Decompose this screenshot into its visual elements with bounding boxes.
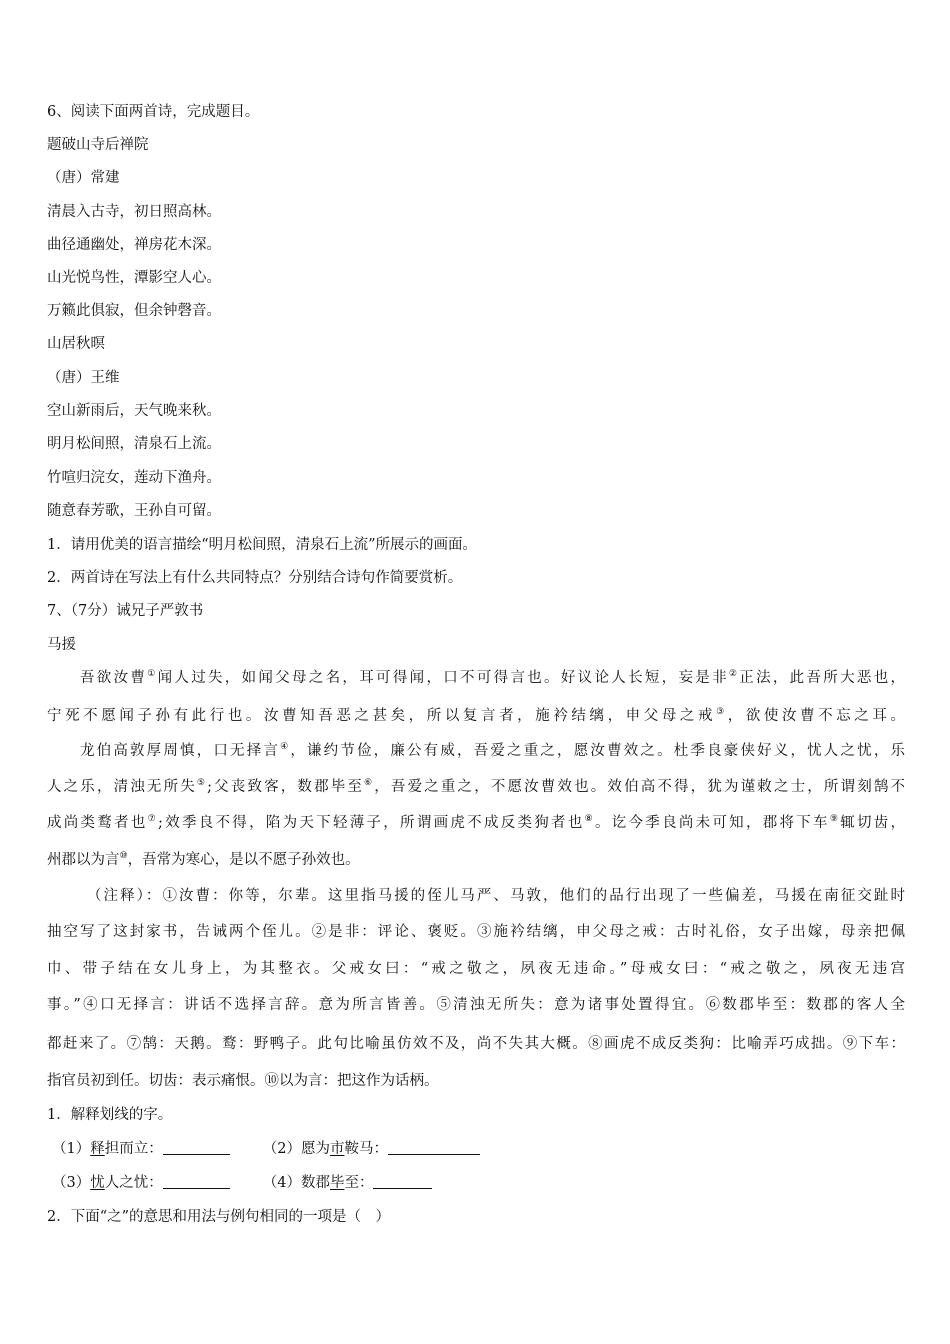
poem1-title: 题破山寺后禅院 <box>47 137 149 153</box>
poem2-line: 明月松间照，清泉石上流。 <box>47 436 221 452</box>
annotation-line: 都赶来了。⑦鹄：天鹅。鹜：野鸭子。此句比喻虽仿效不及，尚不失其大概。⑧画虎不成反类狗：比喻弄巧成拙。⑨下车： <box>47 1036 905 1052</box>
q6-subquestion-1: 1．请用优美的语言描绘“明月松间照，清泉石上流”所展示的画面。 <box>47 537 478 553</box>
question-7-header: 7、（7分）诫兄子严敦书 <box>47 603 204 619</box>
q6-subquestion-2: 2．两首诗在写法上有什么共同特点？分别结合诗句作简要赏析。 <box>47 570 463 586</box>
poem1-line: 万籁此俱寂，但余钟磬音。 <box>47 303 221 319</box>
answer-blank-4[interactable] <box>373 1174 432 1189</box>
fill-blank-row-2: （3）忧人之忧： （4）数郡毕至： <box>52 1173 432 1193</box>
poem2-line: 空山新雨后，天气晚来秋。 <box>47 403 221 419</box>
annotation-line: 抽空写了这封家书，告诫两个侄儿。②是非：评论、褒贬。③施衿结缡，申父母之戒：古时礼俗，女子出嫁，母亲把佩 <box>47 924 905 940</box>
annotation-line: 事。”④口无择言：讲话不选择言辞。意为所言皆善。⑤清浊无所失：意为诸事处置得宜。⑥数郡毕至：数郡的客人全 <box>47 997 905 1013</box>
poem1-line: 山光悦鸟性，潭影空人心。 <box>47 270 221 286</box>
answer-blank-2[interactable] <box>388 1140 480 1155</box>
passage-line: 人之乐，清浊无所失⑤;父丧致客，数郡毕至⑥，吾爱之重之，不愿汝曹效也。效伯高不得，犹为谨敕之士，所谓刻鹄不 <box>47 778 906 795</box>
passage-line: 龙伯高敦厚周慎，口无择言④，谦约节俭，廉公有威，吾爱之重之，愿汝曹效之。杜季良豪侠好义，忧人之忧，乐 <box>80 742 905 759</box>
q7-author: 马援 <box>47 637 76 653</box>
q7-subquestion-2: 2．下面“之”的意思和用法与例句相同的一项是（ ） <box>47 1209 391 1225</box>
annotation-line: （注释）：①汝曹：你等，尔辈。这里指马援的侄儿马严、马敦，他们的品行出现了一些偏差，马援在南征交趾时 <box>87 888 905 904</box>
annotation-line: 指官员初到任。切齿：表示痛恨。⑩以为言：把这作为话柄。 <box>47 1073 439 1089</box>
fill-blank-row-1: （1）释担而立： （2）愿为市鞍马： <box>52 1139 480 1159</box>
poem1-line: 清晨入古寺，初日照高林。 <box>47 204 221 220</box>
poem2-line: 竹喧归浣女，莲动下渔舟。 <box>47 470 221 486</box>
poem2-line: 随意春芳歌，王孙自可留。 <box>47 503 221 519</box>
poem2-title: 山居秋暝 <box>47 336 105 352</box>
passage-line: 宁死不愿闻子孙有此行也。汝曹知吾恶之甚矣，所以复言者，施衿结缡，申父母之戒③，欲使汝曹不忘之耳。 <box>47 707 906 724</box>
poem1-line: 曲径通幽处，禅房花木深。 <box>47 237 221 253</box>
answer-blank-1[interactable] <box>163 1140 230 1155</box>
annotation-line: 巾、带子结在女儿身上，为其整衣。父戒女曰：“戒之敬之，夙夜无违命。”母戒女曰：“戒之敬之，夙夜无违宫 <box>47 961 905 977</box>
q7-subquestion-1: 1．解释划线的字。 <box>47 1107 173 1123</box>
answer-blank-3[interactable] <box>163 1174 230 1189</box>
passage-line: 吾欲汝曹①闻人过失，如闻父母之名，耳可得闻，口不可得言也。好议论人长短，妄是非②正法，此吾所大恶也， <box>80 669 905 686</box>
poem2-author: （唐）王维 <box>47 370 120 386</box>
poem1-author: （唐）常建 <box>47 170 120 186</box>
passage-line: 州郡以为言⑩，吾常为寒心，是以不愿子孙效也。 <box>47 851 360 868</box>
question-6-header: 6、阅读下面两首诗，完成题目。 <box>47 104 260 120</box>
passage-line: 成尚类鹜者也⑦;效季良不得，陷为天下轻薄子，所谓画虎不成反类狗者也⑧。讫今季良尚未可知，郡将下车⑨辄切齿， <box>47 814 906 831</box>
